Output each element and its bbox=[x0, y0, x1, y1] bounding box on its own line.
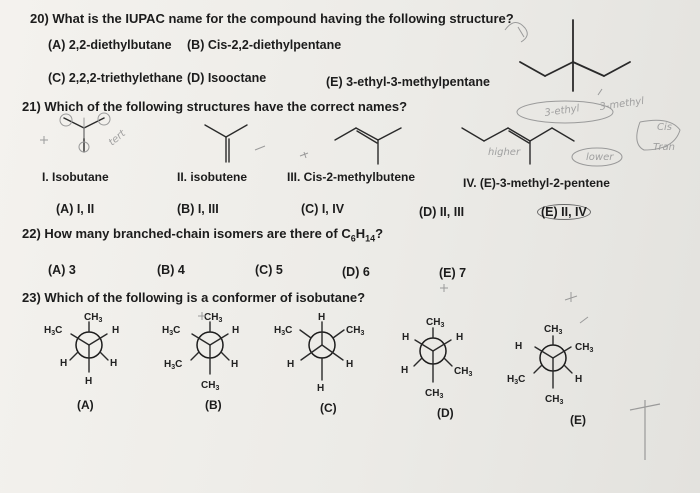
q21-structure-I-label: I. Isobutane bbox=[42, 170, 109, 184]
svg-text:H: H bbox=[231, 359, 239, 370]
svg-text:CH3: $CH_3$ bbox=[204, 312, 223, 324]
q21-option-e-circled: (E) II, IV bbox=[537, 204, 591, 220]
svg-text:H3C: $H_3C$ bbox=[162, 325, 181, 337]
q23-newman-b bbox=[162, 312, 239, 392]
svg-text:CH3: $CH_3$ bbox=[201, 380, 220, 392]
q21-option-c: (C) I, IV bbox=[301, 202, 345, 216]
svg-text:CH3: $CH_3$ bbox=[425, 388, 444, 400]
svg-text:CH3: $CH_3$ bbox=[84, 312, 103, 324]
svg-text:CH3: $CH_3$ bbox=[346, 325, 365, 337]
three-ethyl-annotation: 3-ethyl bbox=[543, 103, 581, 119]
q21-structure-IV bbox=[462, 128, 574, 164]
lower-annotation: lower bbox=[586, 152, 614, 163]
svg-text:H: H bbox=[232, 325, 240, 336]
svg-text:H: H bbox=[318, 312, 326, 323]
q22-suffix: ? bbox=[375, 226, 384, 241]
q23-question: 23) Which of the following is a conformer of isobutane? bbox=[22, 290, 366, 305]
svg-text:CH3: $CH_3$ bbox=[426, 317, 445, 329]
q22-sub-6: 6 bbox=[350, 233, 356, 244]
q23-label-c: (C) bbox=[320, 401, 337, 415]
svg-text:H3C: $H_3C$ bbox=[507, 374, 526, 386]
svg-text:CH3: $CH_3$ bbox=[454, 366, 473, 378]
q22-sub-14: 14 bbox=[365, 233, 376, 244]
q21-structure-III-label: III. Cis-2-methylbutene bbox=[287, 170, 416, 184]
svg-text:H: H bbox=[317, 383, 325, 394]
tert-annotation: tert bbox=[106, 128, 128, 149]
q20-pencil-marks bbox=[505, 22, 602, 95]
q20-option-b: (B) Cis-2,2-diethylpentane bbox=[187, 38, 342, 52]
q23-label-a: (A) bbox=[77, 398, 94, 412]
q21-structure-I-pencil bbox=[40, 113, 110, 152]
q21-option-a: (A) I, II bbox=[56, 202, 95, 216]
svg-text:CH3: $CH_3$ bbox=[544, 324, 563, 336]
svg-text:H: H bbox=[110, 358, 118, 369]
svg-text:CH3: $CH_3$ bbox=[575, 342, 594, 354]
q20-question: 20) What is the IUPAC name for the compound having the following structure? bbox=[30, 11, 514, 26]
q20-skeletal-structure bbox=[520, 20, 630, 91]
svg-text:H: H bbox=[287, 359, 295, 370]
cis-annotation: Cis bbox=[657, 122, 672, 133]
q21-structure-I bbox=[64, 118, 104, 152]
q21-pencil-annotations bbox=[107, 96, 680, 166]
misc-pencil-marks bbox=[198, 284, 660, 460]
q23-label-e: (E) bbox=[570, 413, 586, 427]
q21-structure-II-label: II. isobutene bbox=[177, 170, 248, 184]
q20-option-c: (C) 2,2,2-triethylethane bbox=[48, 71, 183, 85]
q20-option-d: (D) Isooctane bbox=[187, 71, 267, 85]
svg-text:H3C: $H_3C$ bbox=[164, 359, 183, 371]
three-methyl-annotation: 3-methyl bbox=[598, 95, 645, 113]
q23-newman-a bbox=[44, 312, 119, 387]
q23-newman-c bbox=[274, 312, 364, 394]
q21-option-d: (D) II, III bbox=[419, 205, 465, 219]
svg-text:H: H bbox=[515, 341, 523, 352]
q22-h: H bbox=[355, 226, 366, 241]
q21-option-b: (B) I, III bbox=[177, 202, 219, 216]
q20-option-e: (E) 3-ethyl-3-methylpentane bbox=[326, 75, 490, 89]
svg-text:H: H bbox=[402, 332, 410, 343]
q23-newman-d bbox=[401, 317, 472, 400]
svg-text:H: H bbox=[60, 358, 68, 369]
q22-option-a: (A) 3 bbox=[48, 263, 76, 277]
svg-text:CH3: $CH_3$ bbox=[545, 394, 564, 406]
q22-option-b: (B) 4 bbox=[157, 263, 185, 277]
svg-text:H3C: $H_3C$ bbox=[44, 325, 63, 337]
q21-question: 21) Which of the following structures have the correct names? bbox=[22, 99, 408, 114]
svg-text:H: H bbox=[85, 376, 93, 387]
svg-text:H: H bbox=[346, 359, 354, 370]
q23-label-d: (D) bbox=[437, 406, 454, 420]
q22-question-text: 22) How many branched-chain isomers are there of C bbox=[22, 226, 351, 241]
q21-structure-II bbox=[205, 125, 247, 162]
q21-structure-IV-label: IV. (E)-3-methyl-2-pentene bbox=[463, 176, 610, 190]
q23-label-b: (B) bbox=[205, 398, 222, 412]
q23-newman-e bbox=[507, 324, 593, 406]
tran-annotation: Tran bbox=[653, 142, 675, 153]
q22-option-d: (D) 6 bbox=[342, 265, 370, 279]
svg-text:H: H bbox=[401, 365, 409, 376]
q20-option-a: (A) 2,2-diethylbutane bbox=[48, 38, 172, 52]
svg-text:H: H bbox=[575, 374, 583, 385]
q21-structure-III bbox=[335, 128, 401, 164]
svg-text:H3C: $H_3C$ bbox=[274, 325, 293, 337]
svg-text:H: H bbox=[456, 332, 464, 343]
q22-option-e: (E) 7 bbox=[439, 266, 467, 280]
q22-option-c: (C) 5 bbox=[255, 263, 283, 277]
svg-text:H: H bbox=[112, 325, 120, 336]
higher-annotation: higher bbox=[488, 147, 521, 158]
